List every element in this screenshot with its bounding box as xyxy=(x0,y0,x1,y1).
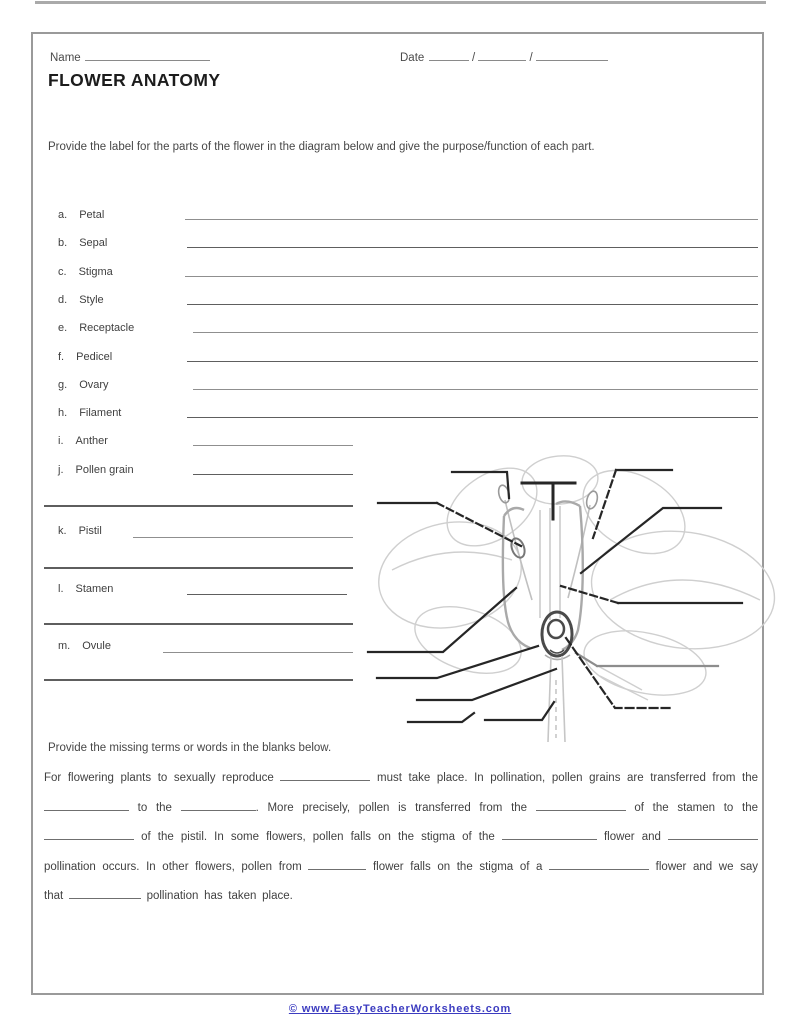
part-letter: d. xyxy=(58,294,68,306)
cloze-blank xyxy=(308,858,366,870)
cloze-blank xyxy=(181,799,256,811)
part-item-pistil xyxy=(58,521,102,539)
name-label: Name xyxy=(50,52,81,64)
date-blank-line xyxy=(429,49,469,61)
date-separator: / xyxy=(526,52,536,64)
part-item-anther xyxy=(58,431,108,449)
part-item-petal xyxy=(58,205,104,223)
part-term: Pollen grain xyxy=(75,464,134,476)
answer-line xyxy=(163,652,353,653)
part-term: Pistil xyxy=(78,525,102,537)
leader-line-13 xyxy=(485,702,554,720)
part-letter: e. xyxy=(58,322,68,334)
leader-line-8 xyxy=(377,646,538,678)
part-term: Sepal xyxy=(79,237,108,249)
answer-continuation-line xyxy=(44,623,353,625)
date-separator: / xyxy=(468,52,479,64)
answer-line xyxy=(133,537,353,538)
leader-line-12 xyxy=(408,713,474,722)
date-blank-line xyxy=(478,49,526,61)
answer-line xyxy=(185,219,758,220)
part-item-ovule xyxy=(58,636,111,654)
name-row xyxy=(50,48,210,66)
cloze-paragraph: For flowering plants to sexually reproduce must take place. In pollination, pollen grains are transferred from the to the . More precisely, pollen is transferred from the of the stamen to the of the pistil. In some flowers, pollen falls on the stigma of the flower and pollination occurs. In other flowers, pollen from flower falls on the stigma of a flower and we say that pollination has taken place. xyxy=(44,764,758,912)
flower-diagram xyxy=(350,435,780,750)
cloze-blank xyxy=(668,828,758,840)
cloze-blank xyxy=(549,858,649,870)
answer-continuation-line xyxy=(44,505,353,507)
cloze-blank xyxy=(44,828,134,840)
part-term: Filament xyxy=(79,407,122,419)
leader-line-7 xyxy=(368,588,516,652)
part-letter: k. xyxy=(58,525,67,537)
part-letter: l. xyxy=(58,583,64,595)
part-item-pollen-grain xyxy=(58,460,134,478)
part-term: Ovule xyxy=(82,640,111,652)
part-letter: f. xyxy=(58,351,65,363)
part-term: Pedicel xyxy=(76,351,113,363)
part-item-style xyxy=(58,290,104,308)
answer-continuation-line xyxy=(44,567,353,569)
part-term: Style xyxy=(79,294,104,306)
part-item-receptacle xyxy=(58,318,134,336)
part-item-ovary xyxy=(58,375,109,393)
answer-line xyxy=(187,247,758,248)
cloze-blank xyxy=(44,799,129,811)
part-item-filament xyxy=(58,403,121,421)
instructions-top: Provide the label for the parts of the flower in the diagram below and give the purpose/function of each part. xyxy=(48,141,595,153)
part-item-stamen xyxy=(58,579,113,597)
ovary-sketch xyxy=(542,612,572,656)
scan-edge-strip xyxy=(35,1,766,4)
part-letter: h. xyxy=(58,407,68,419)
cloze-blank xyxy=(69,887,141,899)
part-term: Petal xyxy=(79,209,105,221)
answer-line xyxy=(193,474,353,475)
instructions-bottom: Provide the missing terms or words in the blanks below. xyxy=(48,742,332,754)
part-term: Stigma xyxy=(78,266,113,278)
date-blank-line xyxy=(536,49,608,61)
name-blank-line xyxy=(85,49,210,61)
leader-lines xyxy=(368,470,742,722)
cloze-blank xyxy=(502,828,597,840)
part-letter: i. xyxy=(58,435,64,447)
cloze-blank xyxy=(280,769,370,781)
footer-website-link[interactable]: © www.EasyTeacherWorksheets.com xyxy=(288,1003,512,1015)
answer-line xyxy=(193,389,758,390)
part-term: Stamen xyxy=(75,583,114,595)
footer xyxy=(0,999,800,1017)
part-item-sepal xyxy=(58,233,107,251)
part-letter: j. xyxy=(58,464,64,476)
answer-line xyxy=(187,304,758,305)
answer-line xyxy=(187,594,347,595)
page-title: FLOWER ANATOMY xyxy=(48,70,221,90)
part-letter: a. xyxy=(58,209,68,221)
part-term: Ovary xyxy=(79,379,109,391)
date-row xyxy=(400,48,608,66)
answer-line xyxy=(185,276,758,277)
date-blank-lines xyxy=(429,48,608,65)
part-letter: g. xyxy=(58,379,68,391)
part-term: Receptacle xyxy=(79,322,135,334)
part-letter: b. xyxy=(58,237,68,249)
part-letter: c. xyxy=(58,266,67,278)
part-item-stigma xyxy=(58,262,113,280)
part-term: Anther xyxy=(75,435,108,447)
answer-line xyxy=(193,445,353,446)
petals-sketch xyxy=(369,452,780,705)
answer-line xyxy=(193,332,758,333)
answer-line xyxy=(187,361,758,362)
answer-line xyxy=(187,417,758,418)
part-item-pedicel xyxy=(58,347,112,365)
cloze-blank xyxy=(536,799,626,811)
part-letter: m. xyxy=(58,640,71,652)
date-label: Date xyxy=(400,52,425,64)
leader-line-5 xyxy=(581,508,721,573)
answer-continuation-line xyxy=(44,679,353,681)
leader-line-10 xyxy=(566,638,672,708)
